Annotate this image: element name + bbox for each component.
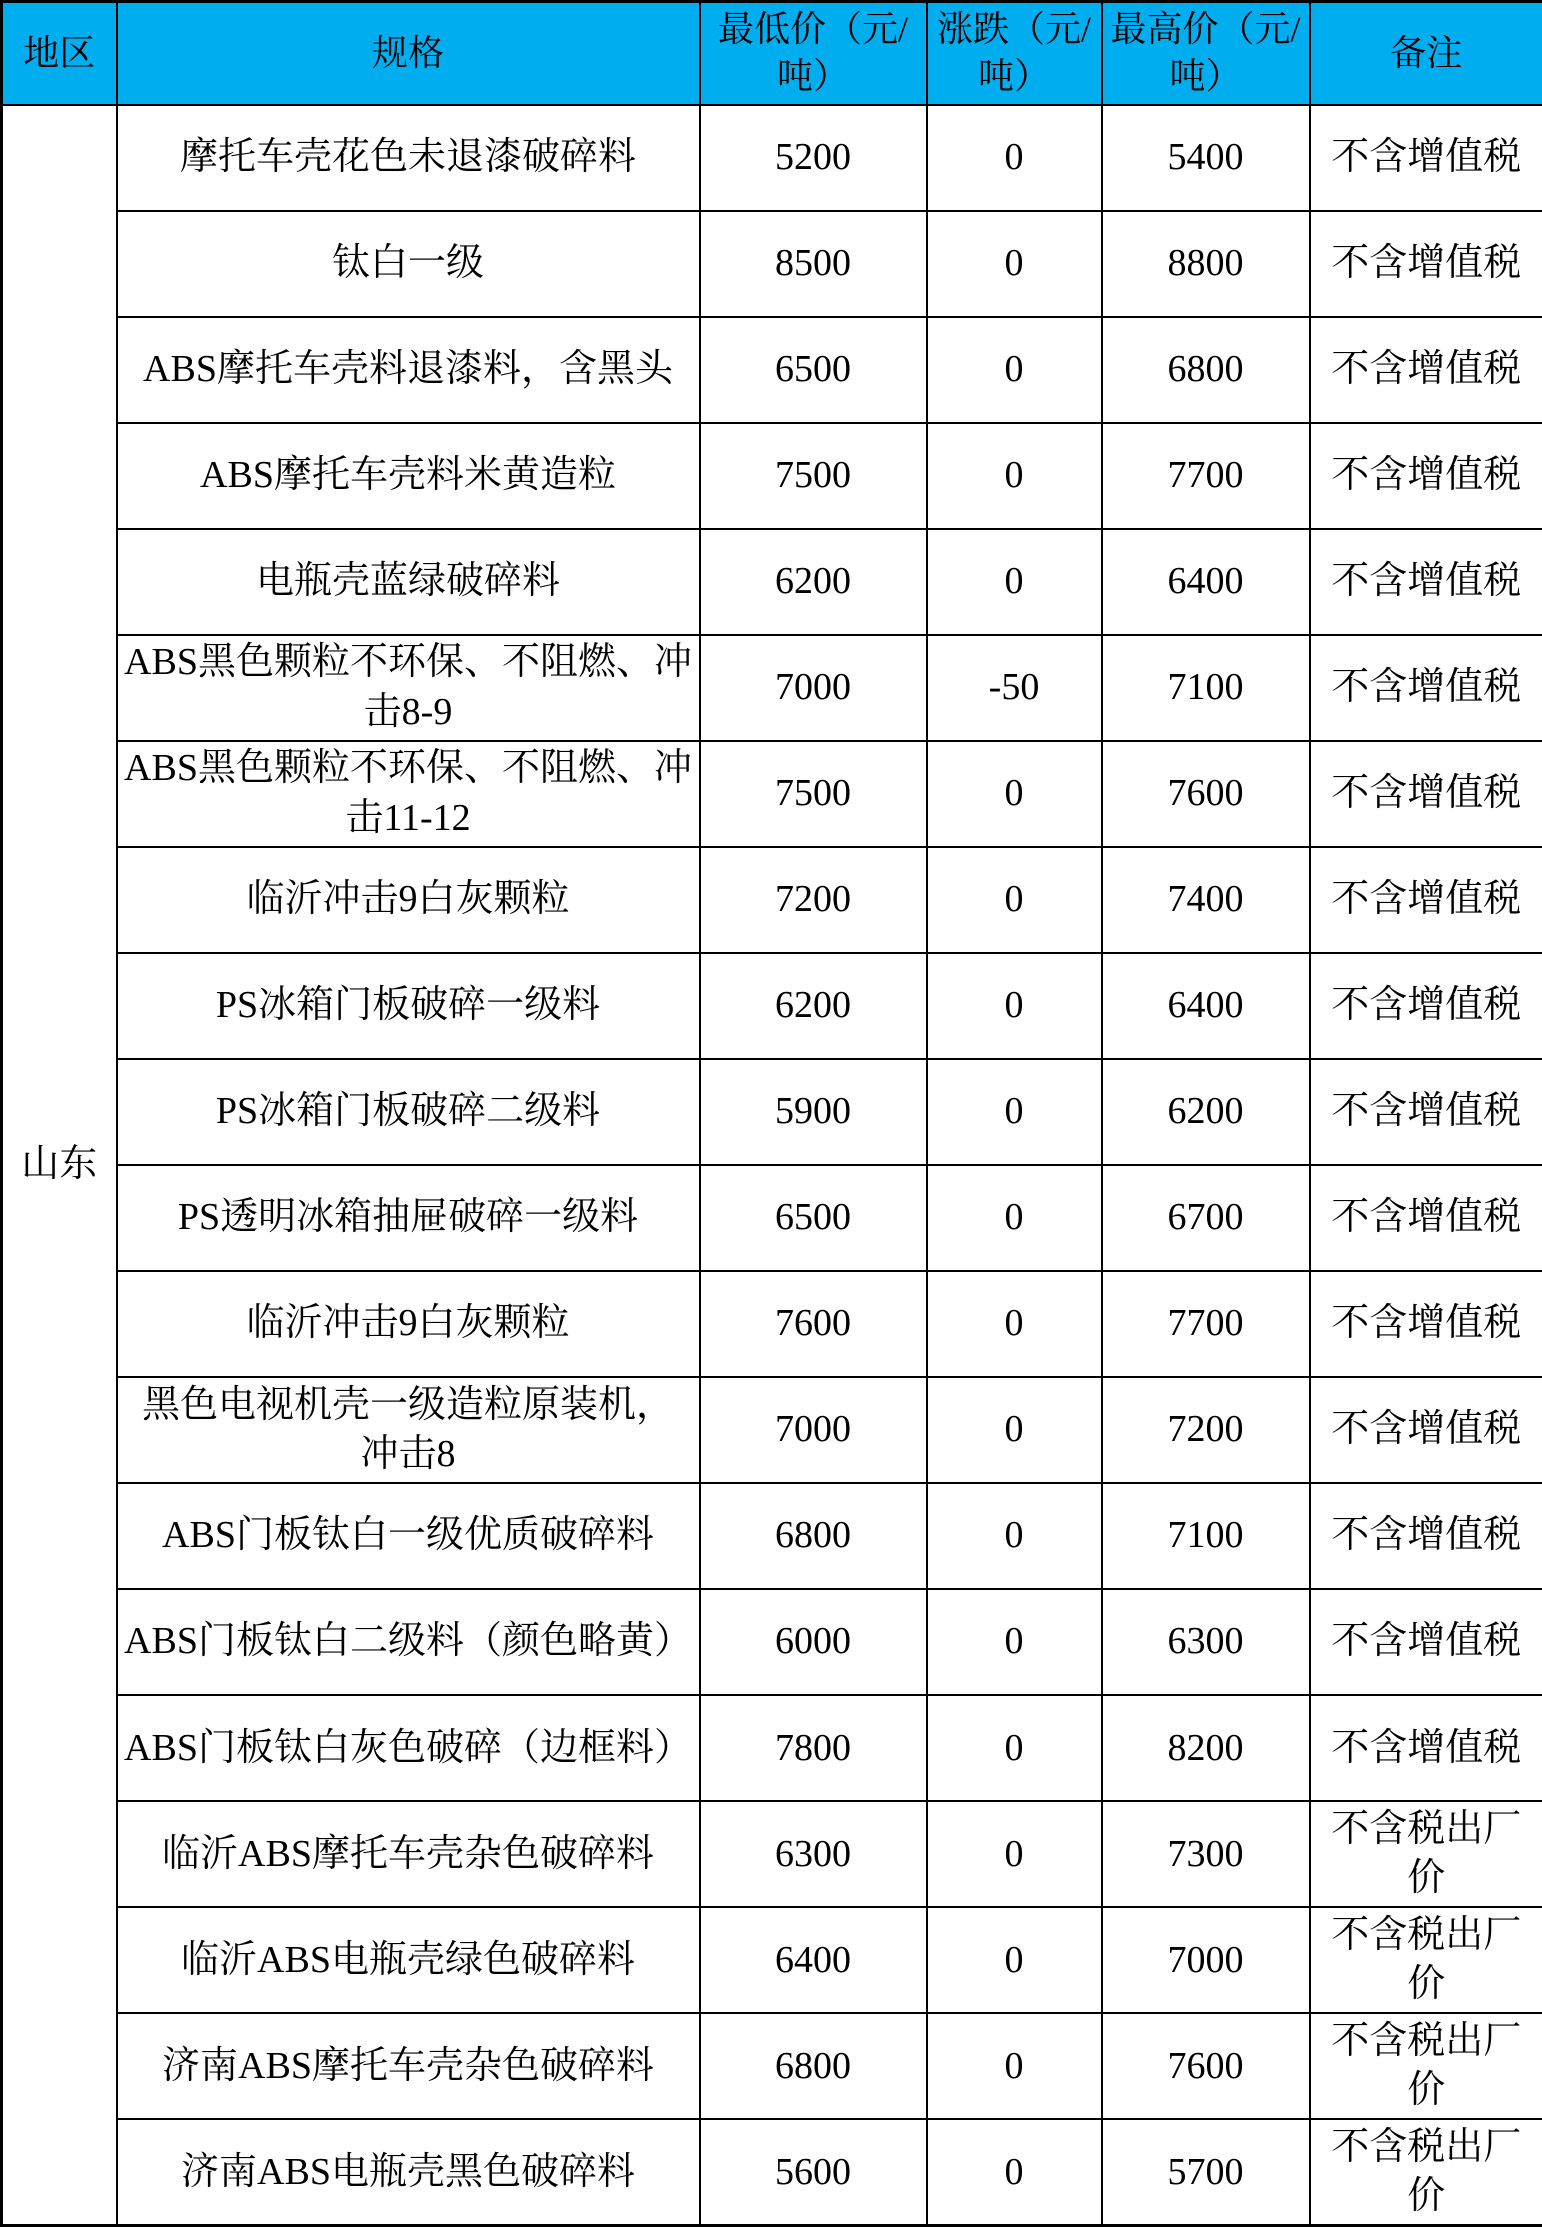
min-price-cell: 6800 <box>700 1483 927 1589</box>
header-max-price: 最高价（元/吨） <box>1102 2 1310 105</box>
max-price-cell: 7700 <box>1102 423 1310 529</box>
table-row <box>2 1271 1542 1377</box>
table-row <box>2 1907 1542 2013</box>
note-cell: 不含增值税 <box>1310 741 1542 847</box>
max-price-cell: 7400 <box>1102 847 1310 953</box>
note-cell: 不含增值税 <box>1310 1271 1542 1377</box>
table-row <box>2 1695 1542 1801</box>
table-row <box>2 211 1542 317</box>
min-price-cell: 7000 <box>700 635 927 741</box>
min-price-cell: 7500 <box>700 741 927 847</box>
max-price-cell: 6400 <box>1102 953 1310 1059</box>
max-price-cell: 8200 <box>1102 1695 1310 1801</box>
max-price-cell: 8800 <box>1102 211 1310 317</box>
max-price-cell: 6300 <box>1102 1589 1310 1695</box>
max-price-cell: 7000 <box>1102 1907 1310 2013</box>
min-price-cell: 7800 <box>700 1695 927 1801</box>
spec-cell: 临沂ABS电瓶壳绿色破碎料 <box>117 1907 700 2013</box>
change-cell: 0 <box>927 211 1102 317</box>
change-cell: 0 <box>927 423 1102 529</box>
change-cell: 0 <box>927 1695 1102 1801</box>
note-cell: 不含增值税 <box>1310 1165 1542 1271</box>
min-price-cell: 6800 <box>700 2013 927 2119</box>
change-cell: 0 <box>927 847 1102 953</box>
change-cell: 0 <box>927 2013 1102 2119</box>
region-cell: 山东 <box>2 105 117 2226</box>
spec-cell: PS冰箱门板破碎一级料 <box>117 953 700 1059</box>
spec-cell: 济南ABS摩托车壳杂色破碎料 <box>117 2013 700 2119</box>
note-cell: 不含税出厂价 <box>1310 2013 1542 2119</box>
table-row <box>2 741 1542 847</box>
spec-cell: 临沂冲击9白灰颗粒 <box>117 847 700 953</box>
min-price-cell: 5900 <box>700 1059 927 1165</box>
note-cell: 不含增值税 <box>1310 1483 1542 1589</box>
min-price-cell: 6400 <box>700 1907 927 2013</box>
min-price-cell: 7200 <box>700 847 927 953</box>
min-price-cell: 6500 <box>700 1165 927 1271</box>
header-change: 涨跌（元/吨） <box>927 2 1102 105</box>
change-cell: 0 <box>927 1059 1102 1165</box>
min-price-cell: 6500 <box>700 317 927 423</box>
change-cell: 0 <box>927 953 1102 1059</box>
table-row <box>2 1483 1542 1589</box>
table-row <box>2 1589 1542 1695</box>
table-row <box>2 423 1542 529</box>
table-row <box>2 1801 1542 1907</box>
note-cell: 不含增值税 <box>1310 1377 1542 1483</box>
note-cell: 不含增值税 <box>1310 953 1542 1059</box>
table-row <box>2 635 1542 741</box>
max-price-cell: 6200 <box>1102 1059 1310 1165</box>
note-cell: 不含税出厂价 <box>1310 1801 1542 1907</box>
table-row <box>2 105 1542 211</box>
table-row <box>2 1377 1542 1483</box>
max-price-cell: 7100 <box>1102 635 1310 741</box>
min-price-cell: 6000 <box>700 1589 927 1695</box>
change-cell: 0 <box>927 105 1102 211</box>
note-cell: 不含增值税 <box>1310 1589 1542 1695</box>
note-cell: 不含增值税 <box>1310 847 1542 953</box>
change-cell: 0 <box>927 529 1102 635</box>
change-cell: 0 <box>927 1483 1102 1589</box>
note-cell: 不含税出厂价 <box>1310 1907 1542 2013</box>
note-cell: 不含增值税 <box>1310 317 1542 423</box>
change-cell: 0 <box>927 2119 1102 2225</box>
change-cell: 0 <box>927 1377 1102 1483</box>
change-cell: 0 <box>927 1907 1102 2013</box>
max-price-cell: 6400 <box>1102 529 1310 635</box>
note-cell: 不含增值税 <box>1310 1059 1542 1165</box>
max-price-cell: 7600 <box>1102 741 1310 847</box>
note-cell: 不含增值税 <box>1310 423 1542 529</box>
min-price-cell: 8500 <box>700 211 927 317</box>
max-price-cell: 6800 <box>1102 317 1310 423</box>
spec-cell: PS透明冰箱抽屉破碎一级料 <box>117 1165 700 1271</box>
max-price-cell: 5400 <box>1102 105 1310 211</box>
spec-cell: 临沂冲击9白灰颗粒 <box>117 1271 700 1377</box>
table-row <box>2 953 1542 1059</box>
note-cell: 不含增值税 <box>1310 635 1542 741</box>
spec-cell: 临沂ABS摩托车壳杂色破碎料 <box>117 1801 700 1907</box>
max-price-cell: 7300 <box>1102 1801 1310 1907</box>
header-region: 地区 <box>2 2 117 105</box>
spec-cell: 电瓶壳蓝绿破碎料 <box>117 529 700 635</box>
spec-cell: ABS门板钛白一级优质破碎料 <box>117 1483 700 1589</box>
header-note: 备注 <box>1310 2 1542 105</box>
table-row <box>2 529 1542 635</box>
spec-cell: 济南ABS电瓶壳黑色破碎料 <box>117 2119 700 2225</box>
min-price-cell: 6200 <box>700 953 927 1059</box>
spec-cell: ABS摩托车壳料退漆料，含黑头 <box>117 317 700 423</box>
min-price-cell: 6300 <box>700 1801 927 1907</box>
note-cell: 不含税出厂价 <box>1310 2119 1542 2225</box>
spec-cell: 黑色电视机壳一级造粒原装机，冲击8 <box>117 1377 700 1483</box>
max-price-cell: 7100 <box>1102 1483 1310 1589</box>
note-cell: 不含增值税 <box>1310 529 1542 635</box>
change-cell: 0 <box>927 741 1102 847</box>
change-cell: 0 <box>927 1271 1102 1377</box>
table-row <box>2 1165 1542 1271</box>
spec-cell: ABS摩托车壳料米黄造粒 <box>117 423 700 529</box>
max-price-cell: 6700 <box>1102 1165 1310 1271</box>
table-row <box>2 847 1542 953</box>
table-row <box>2 2013 1542 2119</box>
max-price-cell: 7200 <box>1102 1377 1310 1483</box>
max-price-cell: 7700 <box>1102 1271 1310 1377</box>
change-cell: 0 <box>927 1165 1102 1271</box>
table-row <box>2 1059 1542 1165</box>
table-row <box>2 2119 1542 2225</box>
change-cell: 0 <box>927 1589 1102 1695</box>
table-row <box>2 317 1542 423</box>
min-price-cell: 7500 <box>700 423 927 529</box>
min-price-cell: 6200 <box>700 529 927 635</box>
header-spec: 规格 <box>117 2 700 105</box>
change-cell: 0 <box>927 317 1102 423</box>
min-price-cell: 5600 <box>700 2119 927 2225</box>
header-row <box>2 2 1542 105</box>
note-cell: 不含增值税 <box>1310 1695 1542 1801</box>
min-price-cell: 7600 <box>700 1271 927 1377</box>
spec-cell: 钛白一级 <box>117 211 700 317</box>
spec-cell: ABS门板钛白灰色破碎（边框料） <box>117 1695 700 1801</box>
change-cell: 0 <box>927 1801 1102 1907</box>
header-min-price: 最低价（元/吨） <box>700 2 927 105</box>
spec-cell: ABS黑色颗粒不环保、不阻燃、冲击8-9 <box>117 635 700 741</box>
spec-cell: PS冰箱门板破碎二级料 <box>117 1059 700 1165</box>
min-price-cell: 5200 <box>700 105 927 211</box>
spec-cell: ABS门板钛白二级料（颜色略黄） <box>117 1589 700 1695</box>
max-price-cell: 5700 <box>1102 2119 1310 2225</box>
spec-cell: ABS黑色颗粒不环保、不阻燃、冲击11-12 <box>117 741 700 847</box>
note-cell: 不含增值税 <box>1310 211 1542 317</box>
spec-cell: 摩托车壳花色未退漆破碎料 <box>117 105 700 211</box>
change-cell: -50 <box>927 635 1102 741</box>
min-price-cell: 7000 <box>700 1377 927 1483</box>
note-cell: 不含增值税 <box>1310 105 1542 211</box>
max-price-cell: 7600 <box>1102 2013 1310 2119</box>
